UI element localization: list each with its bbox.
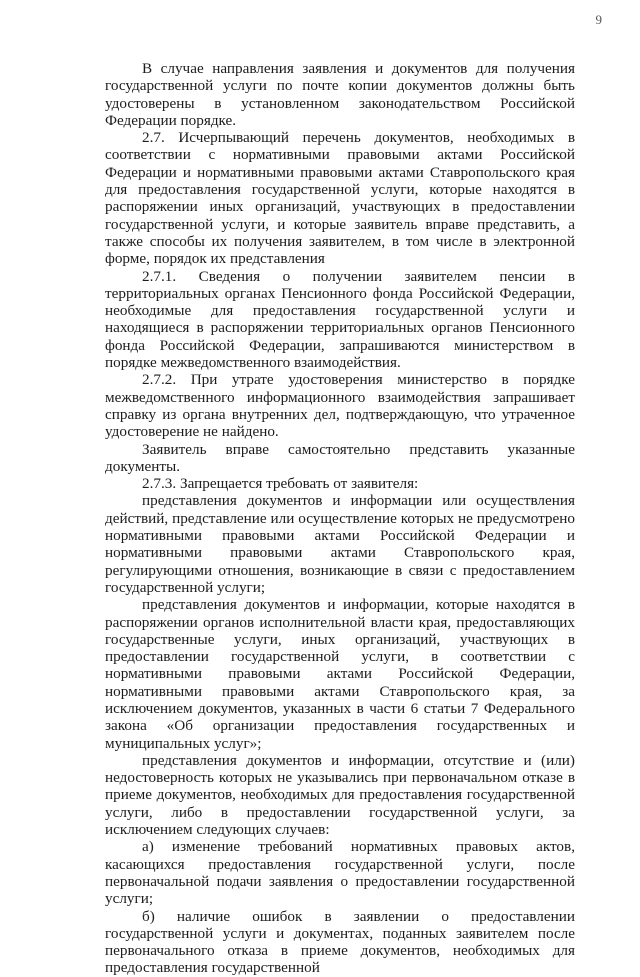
paragraph-2-7-3: 2.7.3. Запрещается требовать от заявителя: [142,475,419,493]
paragraph-case-a: а) изменение требований нормативных правовых актов, касающихся предоставления государственной услуги, после первоначальной подачи заявления о предоставлении государственной услуги; [105,838,575,908]
paragraph-2-7-2: 2.7.2. При утрате удостоверения министерство в порядке межведомственного информационного взаимодействия запрашивает справку из органа внутренних дел, подтверждающую, что утраченное удостоверение не найдено. [105,371,575,441]
paragraph-case-b: б) наличие ошибок в заявлении о предоставлении государственной услуги и документах, поданных заявителем после первоначального отказа в приеме документов, необходимых для предоставления государственной [105,907,575,977]
paragraph-prohibition-1: представления документов и информации или осуществления действий, представление или осуществление которых не предусмотрено нормативными правовыми актами Российской Федерации и нормативными правовыми актами Ставропольского края, регулирующими отношения, возникающие в связи с предоставлением государственной услуги; [105,492,575,596]
paragraph-prohibition-3: представления документов и информации, отсутствие и (или) недостоверность которых не указывались при первоначальном отказе в приеме документов, необходимых для предоставления государственной услуги, либо в предоставлении государственной услуги, за исключением следующих случаев: [105,751,575,839]
paragraph-postal-submission: В случае направления заявления и документов для получения государственной услуги по почте копии документов должны быть удостоверены в установленном законодательством Российской Федерации порядке. [105,60,575,129]
paragraph-prohibition-2: представления документов и информации, которые находятся в распоряжении органов исполнительной власти края, предоставляющих государственные услуги, иных организаций, участвующих в предоставлении государственной услуги, в соответствии с нормативными правовыми актами Российской Федерации, нормативными правовыми актами Ставропольского края, за исключением документов, указанных в части 6 статьи 7 Федерального закона «Об организации предоставления государственных и муниципальных услуг»; [105,596,575,752]
document-body [105,60,575,977]
paragraph-applicant-right: Заявитель вправе самостоятельно представить указанные документы. [105,440,575,475]
paragraph-2-7: 2.7. Исчерпывающий перечень документов, необходимых в соответствии с нормативными правовыми актами Российской Федерации и нормативными правовыми актами Ставропольского края для предоставления государственной услуги, которые находятся в распоряжении иных организаций, участвующих в предоставлении государственной услуги, и которые заявитель вправе представить, а также способы их получения заявителем, в том числе в электронной форме, порядок их представления [105,129,575,268]
paragraph-2-7-1: 2.7.1. Сведения о получении заявителем пенсии в территориальных органах Пенсионного фонда Российской Федерации, необходимые для предоставления государственной услуги и находящиеся в распоряжении территориальных органов Пенсионного фонда Российской Федерации, запрашиваются министерством в порядке межведомственного взаимодействия. [105,267,575,372]
page-number: 9 [595,12,602,27]
